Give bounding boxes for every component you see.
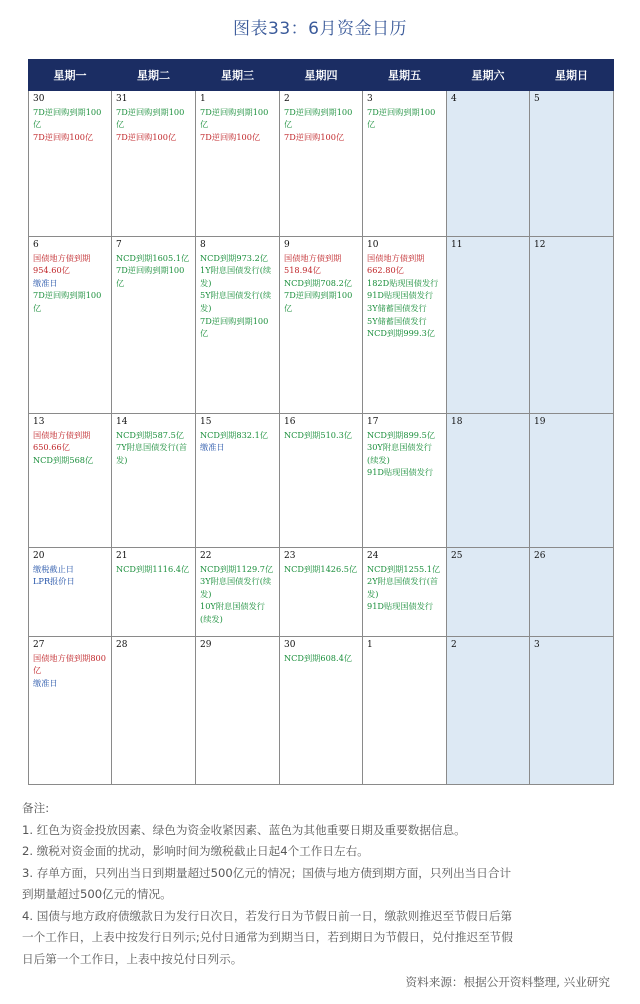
day-cell xyxy=(447,237,530,414)
calendar-event: NCD到期587.5亿 xyxy=(116,429,184,440)
day-number: 19 xyxy=(534,417,546,427)
day-number: 16 xyxy=(284,417,296,427)
calendar-event: NCD到期832.1亿 xyxy=(200,429,268,440)
calendar-event: 7D逆回购到期100亿 xyxy=(284,290,353,313)
day-cell xyxy=(447,414,530,548)
day-cell xyxy=(280,91,363,237)
day-number: 26 xyxy=(534,551,546,561)
notes xyxy=(22,798,622,970)
week-row xyxy=(29,548,614,637)
day-number: 4 xyxy=(451,94,457,104)
calendar-event: 91D贴现国债发行 xyxy=(367,290,434,301)
day-number: 28 xyxy=(116,640,128,650)
day-cell xyxy=(280,414,363,548)
note-line: 2. 缴税对资金面的扰动，影响时间为缴税截止日起4个工作日左右。 xyxy=(22,844,369,858)
day-number: 8 xyxy=(200,240,206,250)
week-row xyxy=(29,237,614,414)
calendar-event: 7D逆回购到期100亿 xyxy=(33,290,102,313)
weekday-header: 星期五 xyxy=(363,60,447,91)
day-cell xyxy=(363,414,447,548)
calendar-event: 5Y附息国债发行(续发) xyxy=(200,290,272,313)
calendar-event: 5Y储蓄国债发行 xyxy=(367,315,427,326)
day-number: 24 xyxy=(367,551,379,561)
day-cell xyxy=(280,237,363,414)
calendar-event: 7D逆回购到期100亿 xyxy=(200,315,269,339)
day-number: 1 xyxy=(367,640,373,650)
calendar-event: 1Y附息国债发行(续发) xyxy=(200,265,272,288)
weekday-header: 星期二 xyxy=(112,60,196,91)
calendar-event: 7D逆回购100亿 xyxy=(33,131,94,142)
day-cell xyxy=(196,637,280,785)
day-cell xyxy=(530,637,614,785)
weekday-header: 星期一 xyxy=(29,60,112,91)
weekday-header: 星期日 xyxy=(530,60,614,91)
calendar-event: 7D逆回购100亿 xyxy=(116,131,177,142)
calendar-event: 3Y储蓄国债发行 xyxy=(367,302,427,313)
note-line: 一个工作日，上表中按发行日列示;兑付日通常为到期当日，若到期日为节假日，兑付推迟至节假 xyxy=(22,930,513,944)
calendar-event: NCD到期510.3亿 xyxy=(284,429,352,440)
day-cell xyxy=(447,91,530,237)
day-number: 1 xyxy=(200,94,206,104)
weekday-header: 星期三 xyxy=(196,60,280,91)
day-cell xyxy=(530,548,614,637)
day-cell xyxy=(112,237,196,414)
day-cell xyxy=(112,548,196,637)
day-number: 7 xyxy=(116,240,122,250)
calendar-event: 7D逆回购到期100亿 xyxy=(200,106,269,130)
day-number: 12 xyxy=(534,240,546,250)
day-cell xyxy=(447,548,530,637)
day-cell xyxy=(196,548,280,637)
day-cell xyxy=(29,237,112,414)
day-number: 30 xyxy=(33,94,45,104)
calendar-event: 7D逆回购100亿 xyxy=(284,131,345,142)
day-cell xyxy=(29,414,112,548)
day-number: 11 xyxy=(451,240,463,250)
day-number: 30 xyxy=(284,640,296,650)
note-line: 到期量超过500亿元的情况。 xyxy=(22,887,172,901)
calendar-event: LPR报价日 xyxy=(33,576,75,587)
day-cell xyxy=(363,637,447,785)
calendar-event: 缴准日 xyxy=(200,442,225,453)
day-number: 10 xyxy=(367,240,379,250)
source-note: 资料来源：根据公开资料整理, 兴业研究 xyxy=(405,975,610,989)
day-number: 13 xyxy=(33,417,45,427)
day-cell xyxy=(196,414,280,548)
calendar-event: 国债地方债到期662.80亿 xyxy=(367,252,425,276)
calendar-event: NCD到期1116.4亿 xyxy=(116,563,190,574)
day-number: 15 xyxy=(200,417,212,427)
calendar-event: NCD到期1255.1亿 xyxy=(367,563,441,574)
day-number: 29 xyxy=(200,640,212,650)
day-number: 14 xyxy=(116,417,128,427)
calendar-event: 国债地方债到期954.60亿 xyxy=(33,252,91,276)
day-number: 5 xyxy=(534,94,540,104)
day-number: 17 xyxy=(367,417,379,427)
calendar-event: NCD到期1605.1亿 xyxy=(116,252,190,263)
calendar-event: 7D逆回购100亿 xyxy=(200,131,261,142)
calendar-event: 7D逆回购到期100亿 xyxy=(367,106,436,130)
calendar-event: 国债地方债到期650.66亿 xyxy=(33,429,91,453)
day-cell xyxy=(363,91,447,237)
note-line: 3. 存单方面，只列出当日到期量超过500亿元的情况；国债与地方债到期方面，只列出当日合计 xyxy=(22,865,512,880)
calendar-event: 7D逆回购到期100亿 xyxy=(116,265,185,288)
day-cell xyxy=(112,637,196,785)
calendar-event: 7D逆回购到期100亿 xyxy=(33,106,102,130)
week-row xyxy=(29,637,614,785)
day-cell xyxy=(196,91,280,237)
calendar-event: NCD到期608.4亿 xyxy=(284,652,352,663)
note-line: 日后第一个工作日，上表中按兑付日列示。 xyxy=(22,951,243,966)
calendar-event: 缴准日 xyxy=(33,677,58,688)
week-row xyxy=(29,414,614,548)
day-number: 2 xyxy=(284,94,290,104)
day-cell xyxy=(363,237,447,414)
page-title: 图表33：6月资金日历 xyxy=(233,19,407,39)
calendar-event: 10Y附息国债发行(续发) xyxy=(200,601,265,624)
day-number: 18 xyxy=(451,417,463,427)
calendar-event: 国债地方债到期518.94亿 xyxy=(284,252,342,276)
calendar-event: NCD到期568亿 xyxy=(33,454,94,465)
calendar-event: 91D贴现国债发行 xyxy=(367,467,434,478)
day-number: 3 xyxy=(534,640,540,650)
note-line: 1. 红色为资金投放因素、绿色为资金收紧因素、蓝色为其他重要日期及重要数据信息。 xyxy=(22,822,466,837)
day-cell xyxy=(29,548,112,637)
day-cell xyxy=(112,414,196,548)
week-row xyxy=(29,91,614,237)
day-cell xyxy=(196,237,280,414)
day-cell xyxy=(530,414,614,548)
day-cell xyxy=(280,548,363,637)
calendar-event: 91D贴现国债发行 xyxy=(367,601,434,612)
notes-heading: 备注: xyxy=(22,801,50,815)
calendar-event: 7D逆回购到期100亿 xyxy=(116,106,185,130)
calendar-event: 国债地方债到期800亿 xyxy=(33,652,106,676)
calendar-event: 7D逆回购到期100亿 xyxy=(284,106,353,130)
day-cell xyxy=(530,91,614,237)
calendar-event: NCD到期999.3亿 xyxy=(367,328,435,339)
day-number: 21 xyxy=(116,551,128,561)
calendar-event: 缴税截止日 xyxy=(33,563,74,574)
calendar-event: 3Y附息国债发行(续发) xyxy=(200,576,272,599)
note-line: 4. 国债与地方政府债缴款日为发行日次日，若发行日为节假日前一日，缴款则推迟至节假日后第 xyxy=(22,908,513,923)
calendar-event: 182D贴现国债发行 xyxy=(367,277,439,288)
calendar-event: NCD到期899.5亿 xyxy=(367,429,435,440)
calendar-event: NCD到期708.2亿 xyxy=(284,277,352,288)
day-number: 3 xyxy=(367,94,373,104)
weekday-header: 星期六 xyxy=(447,60,530,91)
day-cell xyxy=(363,548,447,637)
day-cell xyxy=(29,637,112,785)
day-cell xyxy=(447,637,530,785)
day-cell xyxy=(530,237,614,414)
calendar-event: NCD到期1129.7亿 xyxy=(200,563,274,574)
calendar-event: 7Y附息国债发行(首发) xyxy=(116,442,188,465)
funds-calendar xyxy=(28,59,614,785)
day-number: 20 xyxy=(33,551,45,561)
day-number: 9 xyxy=(284,240,290,250)
day-cell xyxy=(29,91,112,237)
day-number: 6 xyxy=(33,240,39,250)
calendar-event: 30Y附息国债发行(续发) xyxy=(367,442,432,465)
day-number: 31 xyxy=(116,94,128,104)
calendar-event: 缴准日 xyxy=(33,277,58,288)
day-number: 27 xyxy=(33,640,45,650)
calendar-event: NCD到期1426.5亿 xyxy=(284,563,358,574)
day-cell xyxy=(280,637,363,785)
day-cell xyxy=(112,91,196,237)
day-number: 22 xyxy=(200,551,212,561)
calendar-event: 2Y附息国债发行(首发) xyxy=(367,576,439,599)
day-number: 25 xyxy=(451,551,463,561)
day-number: 2 xyxy=(451,640,457,650)
calendar-event: NCD到期973.2亿 xyxy=(200,252,268,263)
day-number: 23 xyxy=(284,551,296,561)
weekday-header: 星期四 xyxy=(280,60,363,91)
